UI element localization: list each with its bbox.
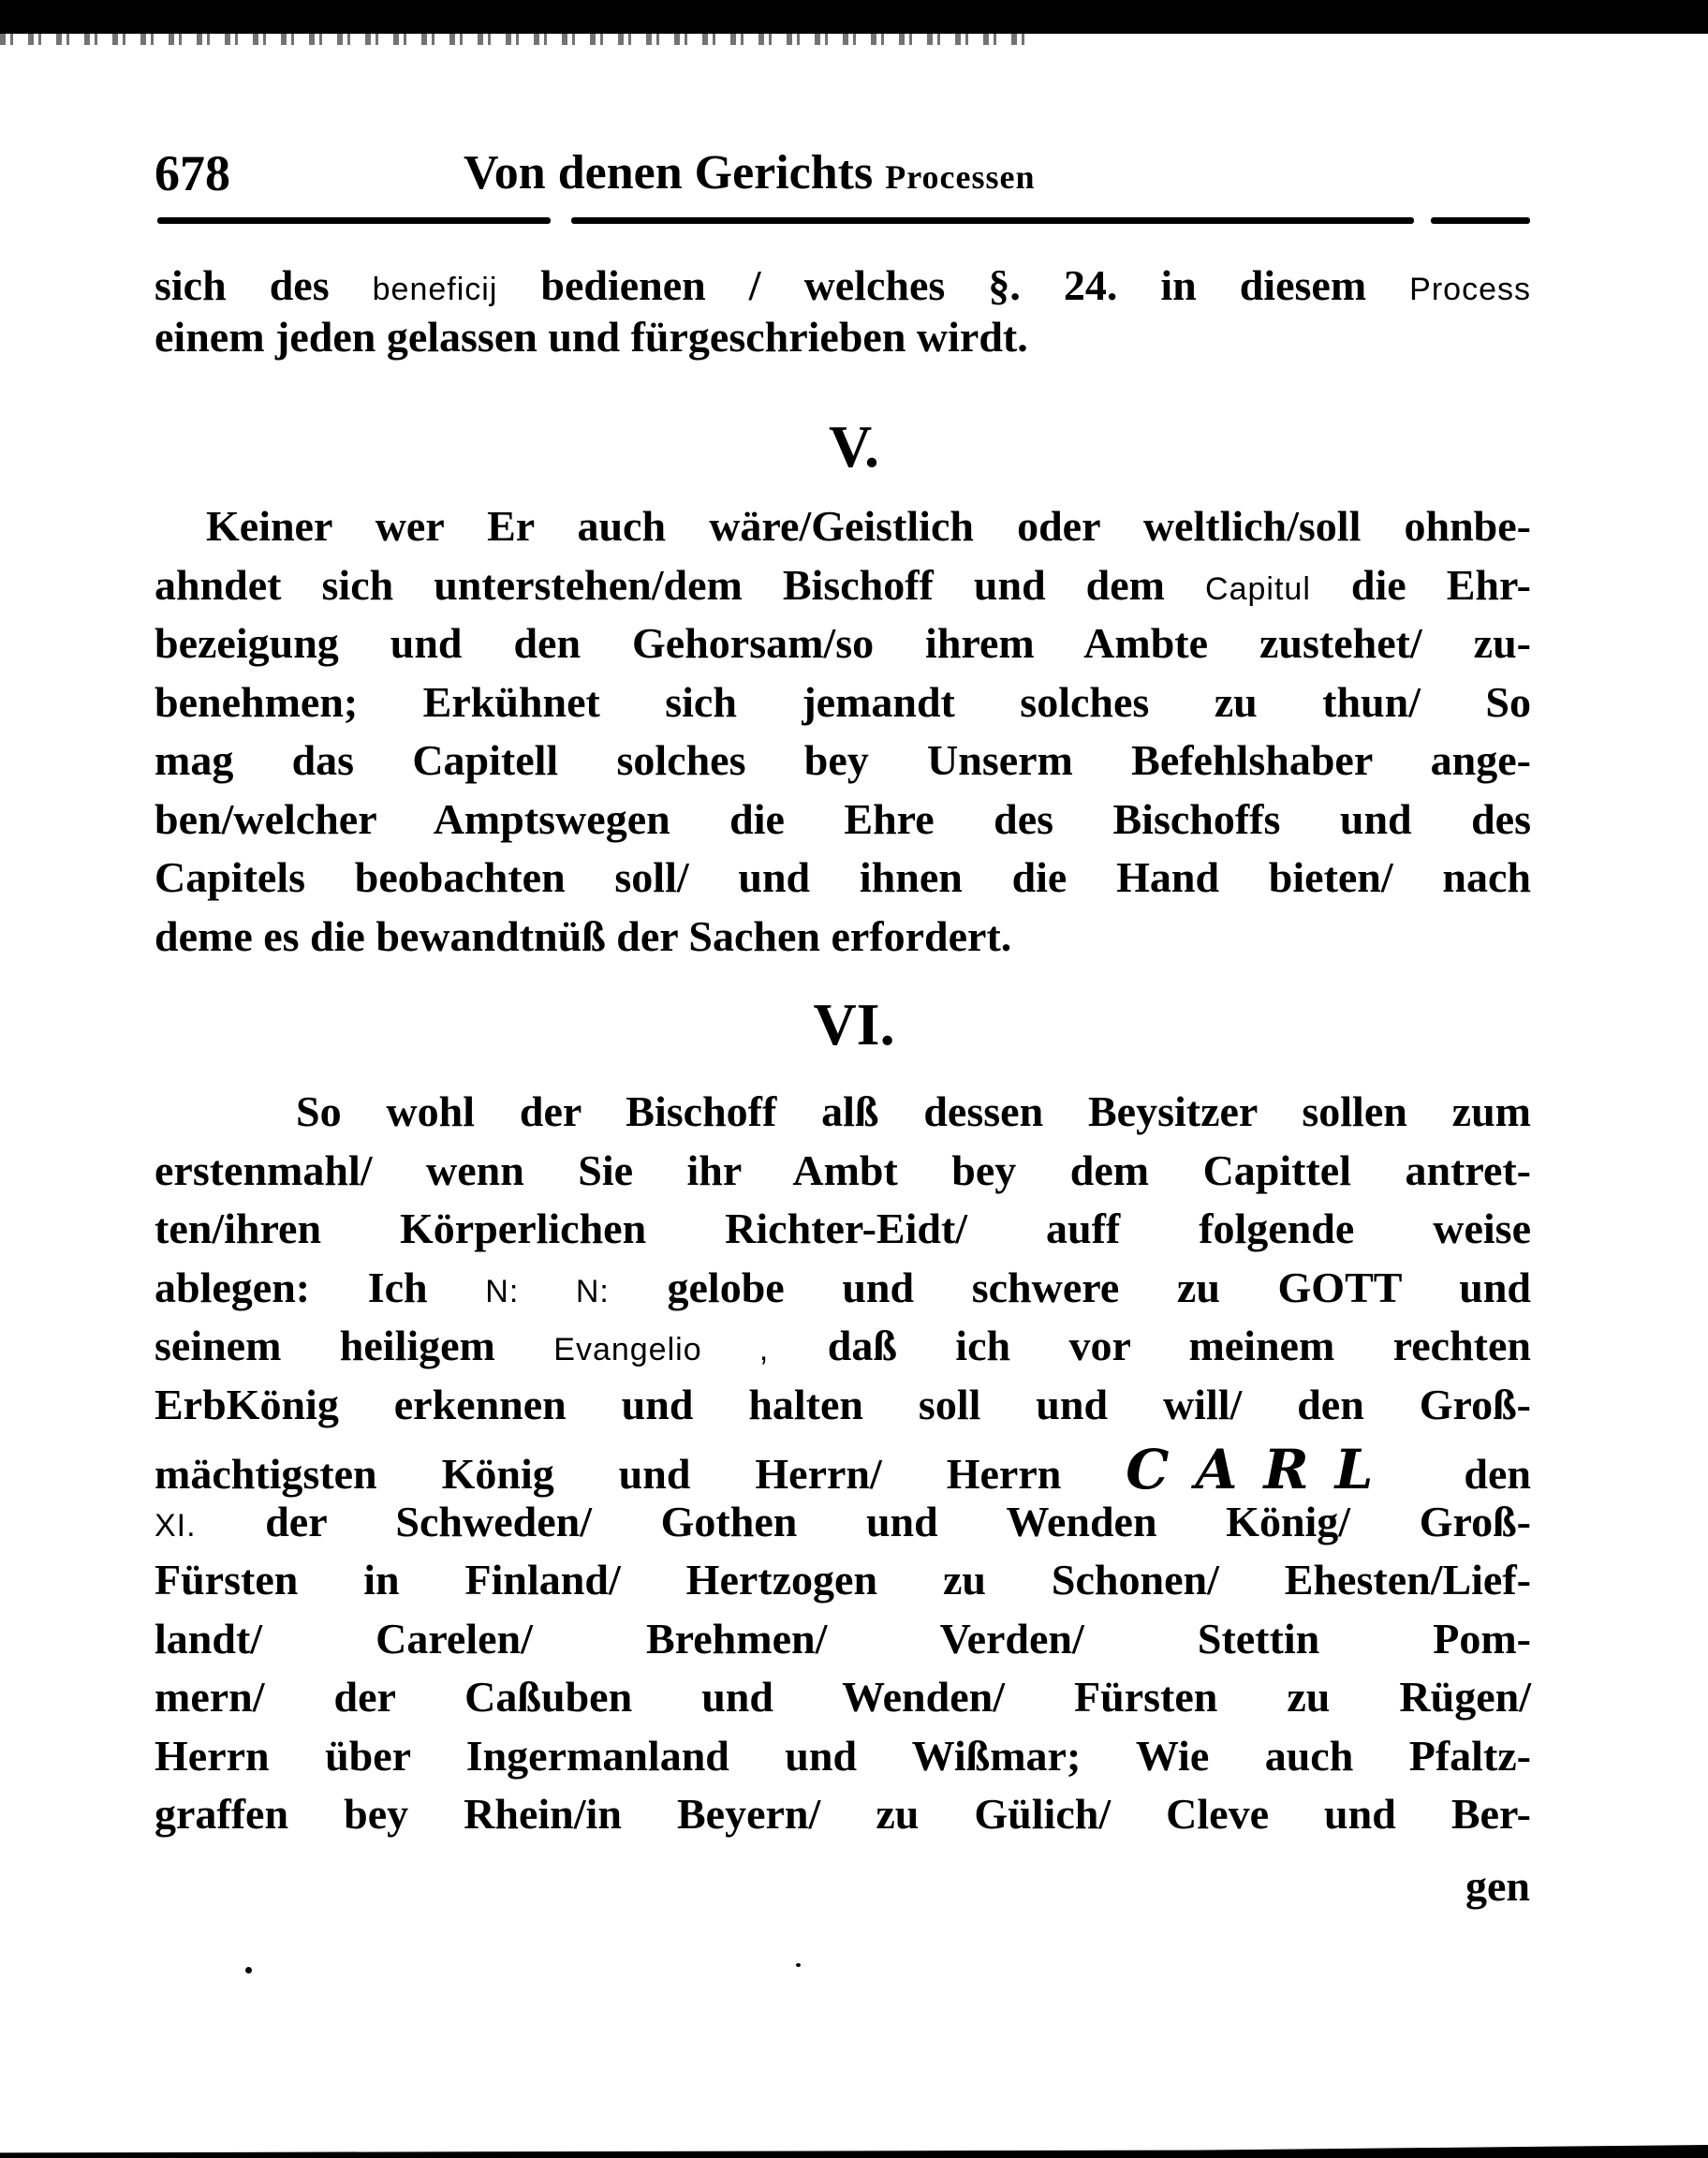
running-title (464, 140, 1036, 210)
text-line (155, 1497, 1531, 1555)
text-segment: Capitels beobachten soll/ und ihnen die Hand bieten/ nach (155, 853, 1531, 901)
text-line (155, 1555, 1531, 1613)
text-segment: deme es die bewandtnüß der Sachen erfordert. (155, 911, 1012, 960)
running-title-roman: Processen (885, 158, 1036, 196)
text-segment: daß ich vor meinem rechten (769, 1322, 1531, 1369)
text-line (155, 1672, 1531, 1730)
text-segment: Herrn über Ingermanland und Wißmar; Wie auch Pfaltz- (155, 1731, 1531, 1780)
scan-bottom-border (0, 2145, 1708, 2158)
text-segment: Keiner wer Er auch wäre/Geistlich oder weltlich/soll ohnbe- (206, 502, 1531, 550)
antiqua-text: beneficij (372, 272, 498, 307)
text-line (155, 1204, 1531, 1262)
text-line (155, 1263, 1531, 1321)
text-segment: ahndet sich unterstehen/dem Bischoff und dem (155, 560, 1206, 609)
text-segment: ben/welcher Amptswegen die Ehre des Bischoffs und des (155, 794, 1531, 843)
text-segment: ErbKönig erkennen und halten soll und will/ den Groß- (155, 1380, 1531, 1428)
text-line (206, 501, 1531, 559)
page-number: 678 (155, 145, 230, 201)
text-segment: gelobe und schwere zu GOTT und (609, 1263, 1532, 1311)
text-segment: sich des (155, 261, 373, 309)
text-segment: landt/ Carelen/ Brehmen/ Verden/ Stettin Pom- (155, 1614, 1531, 1663)
text-line (155, 852, 1531, 910)
text-line (155, 794, 1531, 852)
text-line (155, 1146, 1531, 1204)
text-segment: Fürsten in Finland/ Hertzogen zu Schonen/ Ehesten/Lief- (155, 1556, 1531, 1604)
text-line (155, 1731, 1531, 1789)
text-segment: benehmen; Erkühnet sich jemandt solches zu thun/ So (155, 677, 1531, 726)
text-segment: ablegen: Ich (155, 1263, 486, 1311)
text-line (155, 1321, 1531, 1379)
text-line (155, 677, 1531, 735)
text-line (155, 312, 1531, 370)
decorated-name: CARL (1126, 1438, 1400, 1501)
text-segment: den (1399, 1450, 1531, 1498)
scan-top-border (0, 0, 1708, 34)
scan-noise (0, 34, 1030, 45)
antiqua-text: Evangelio , (553, 1332, 770, 1367)
text-line (155, 1438, 1531, 1501)
text-segment: mag das Capitell solches bey Unserm Befehlshaber ange- (155, 736, 1531, 784)
text-segment: bezeigung und den Gehorsam/so ihrem Ambte zustehet/ zu- (155, 619, 1531, 667)
text-segment: seinem heiligem (155, 1322, 554, 1369)
ink-speck (796, 1963, 801, 1967)
header-rule-right (1431, 217, 1530, 224)
text-line (155, 618, 1531, 676)
text-line (296, 1086, 1531, 1145)
running-header (155, 140, 1531, 206)
text-segment: bedienen / welches §. 24. in diesem (497, 261, 1410, 309)
text-line (155, 260, 1531, 318)
text-segment: mern/ der Caßuben und Wenden/ Fürsten zu Rügen/ (155, 1673, 1531, 1721)
header-rule-middle (571, 217, 1414, 224)
text-segment: graffen bey Rhein/in Beyern/ zu Gülich/ Cleve und Ber- (155, 1790, 1531, 1838)
ink-speck (245, 1967, 252, 1973)
text-line (155, 1614, 1531, 1672)
text-segment: mächtigsten König und Herrn/ Herrn (155, 1450, 1126, 1498)
text-line (155, 911, 1531, 969)
running-title-text: Von denen Gerichts (464, 146, 874, 200)
header-rule-left (157, 217, 551, 224)
antiqua-text: Capitul (1205, 570, 1311, 607)
text-segment: erstenmahl/ wenn Sie ihr Ambt bey dem Capittel antret- (155, 1146, 1531, 1194)
text-segment: So wohl der Bischoff alß dessen Beysitzer sollen zum (296, 1087, 1531, 1135)
section-heading: VI. (813, 991, 895, 1057)
section-heading: V. (829, 413, 879, 480)
text-line (155, 560, 1531, 618)
antiqua-text: Process (1409, 272, 1531, 307)
catchword: gen (1465, 1862, 1530, 1910)
text-segment: der Schweden/ Gothen und Wenden König/ Groß- (196, 1497, 1531, 1545)
text-segment: die Ehr- (1310, 560, 1531, 609)
text-segment: ten/ihren Körperlichen Richter-Eidt/ auff folgende weise (155, 1205, 1531, 1252)
antiqua-text: N: N: (485, 1273, 610, 1309)
text-line (155, 735, 1531, 793)
text-line (155, 1380, 1531, 1438)
text-segment: einem jeden gelassen und fürgeschrieben wirdt. (155, 313, 1028, 361)
antiqua-text: XI. (155, 1507, 197, 1544)
text-line (155, 1789, 1531, 1847)
